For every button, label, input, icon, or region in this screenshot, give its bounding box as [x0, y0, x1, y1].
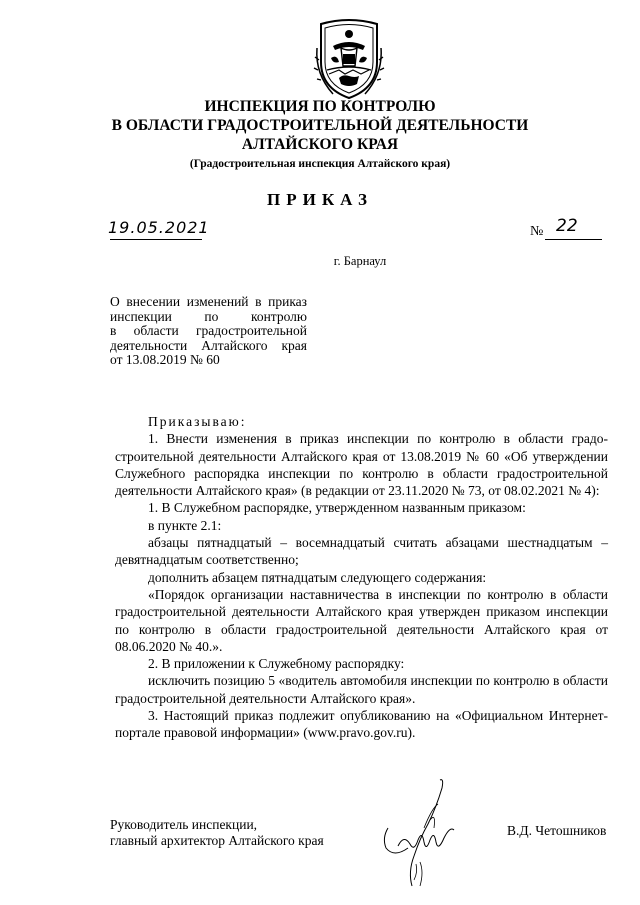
body-paragraph: абзацы пятнадцатый – восемнадцатый считать абзацами шестнадцатым – девятнадцатым соответственно; — [115, 535, 608, 568]
body-paragraph: «Порядок организации наставничества в инспекции по контролю в области градостроительной деятельности Алтайского края утвержден приказом инспекции по контролю в области градостроительной деятельности Алтайского края от 08.06.2020 № 40.». — [115, 586, 608, 654]
body-paragraph: 1. В Служебном распорядке, утвержденном названным приказом: — [148, 500, 526, 516]
subject-line: деятельности Алтайского края — [110, 337, 307, 353]
body-paragraph: исключить позицию 5 «водитель автомобиля инспекции по контролю в области градостроительной деятельности Алтайского края». — [115, 673, 608, 706]
document-body — [115, 413, 608, 742]
organization-short-name: (Градостроительная инспекция Алтайского края) — [189, 158, 451, 170]
body-paragraph: 1. Внести изменения в приказ инспекции по контролю в области градо-строительной деятельности Алтайского края от 13.08.2019 № 60 «Об утверждении Служебного распорядка инспекции по контролю в области градостроительной деятельности Алтайского края» (в редакции от 23.11.2020 № 73, от 08.02.2021 № 4): — [115, 431, 608, 499]
subject-line: в области градостроительной — [110, 323, 307, 339]
body-paragraph: 2. В приложении к Служебному распорядку: — [148, 656, 405, 672]
signer-position — [110, 817, 324, 848]
organization-name-line-1: ИНСПЕКЦИЯ ПО КОНТРОЛЮ — [204, 98, 436, 115]
order-word: Приказываю: — [148, 414, 247, 429]
signer-position-line: главный архитектор Алтайского края — [110, 832, 324, 848]
body-paragraph: 3. Настоящий приказ подлежит опубликованию на «Официальном Интернет-портале правовой информации» (www.pravo.gov.ru). — [115, 708, 608, 741]
number-underline — [545, 239, 602, 240]
date-underline — [110, 239, 202, 240]
signer-position-line: Руководитель инспекции, — [110, 817, 258, 832]
coat-of-arms-icon — [313, 18, 385, 102]
body-paragraph: дополнить абзацем пятнадцатым следующего содержания: — [148, 569, 487, 585]
city-name: г. Барнаул — [333, 254, 387, 268]
signer-name: В.Д. Четошников — [507, 823, 607, 838]
number-sign: № — [530, 224, 544, 239]
subject-line: инспекции по контролю — [110, 308, 307, 324]
document-subject — [110, 295, 307, 368]
document-title: ПРИКАЗ — [267, 190, 373, 209]
organization-name-line-2: В ОБЛАСТИ ГРАДОСТРОИТЕЛЬНОЙ ДЕЯТЕЛЬНОСТИ — [111, 117, 529, 134]
handwritten-number: 22 — [556, 216, 578, 236]
subject-line: О внесении изменений в приказ — [110, 294, 307, 309]
handwritten-date: 19.05.2021 — [108, 218, 210, 237]
signature-icon — [368, 768, 483, 898]
subject-line: от 13.08.2019 № 60 — [110, 352, 220, 368]
body-paragraph: в пункте 2.1: — [148, 517, 222, 533]
organization-name-line-3: АЛТАЙСКОГО КРАЯ — [241, 136, 399, 153]
